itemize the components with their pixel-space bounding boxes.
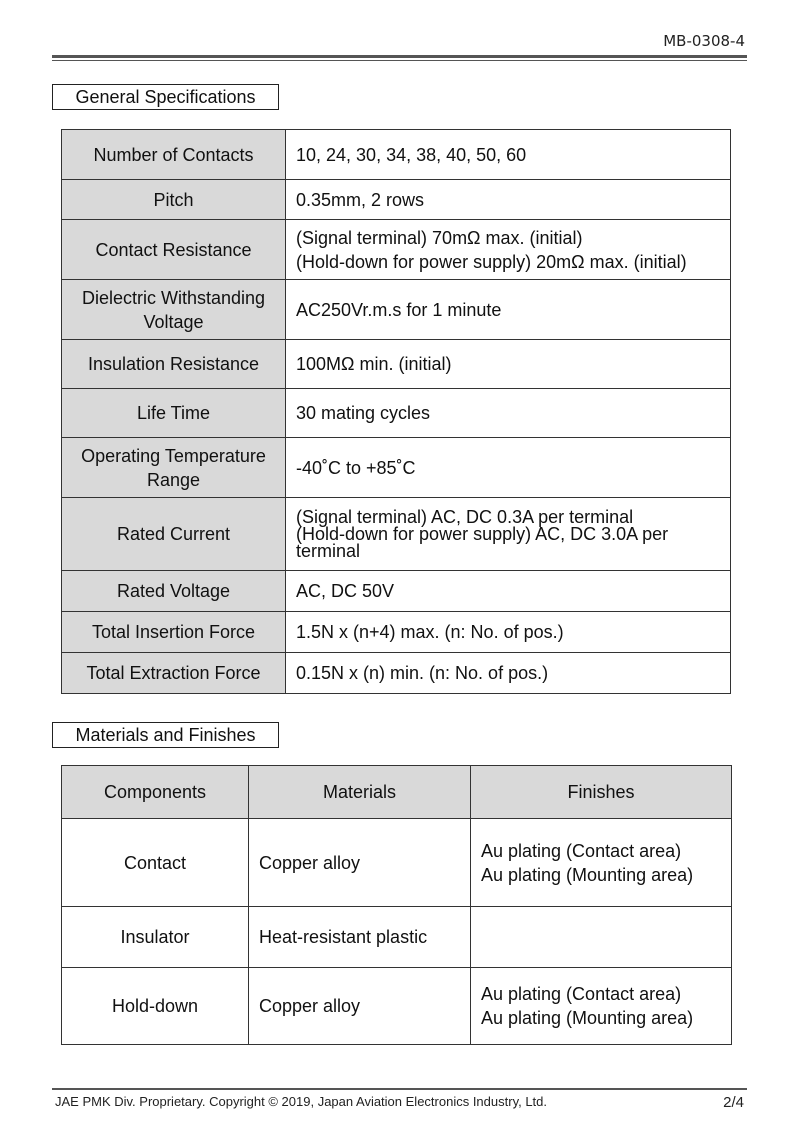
spec-label: Contact Resistance	[62, 220, 286, 280]
copyright-notice: JAE PMK Div. Proprietary. Copyright © 2019, Japan Aviation Electronics Industry, Ltd.	[55, 1094, 548, 1109]
table-row	[62, 180, 731, 220]
materials-and-finishes-title: Materials and Finishes	[52, 722, 279, 748]
general-specifications-title: General Specifications	[52, 84, 279, 110]
spec-value: -40˚C to +85˚C	[286, 438, 731, 498]
table-row	[62, 220, 731, 280]
spec-value: (Signal terminal) 70mΩ max. (initial) (Hold-down for power supply) 20mΩ max. (initial)	[286, 220, 731, 280]
header-rule-thick	[52, 55, 747, 58]
spec-value: 100MΩ min. (initial)	[286, 340, 731, 389]
spec-value: AC250Vr.m.s for 1 minute	[286, 280, 731, 340]
spec-label: Dielectric Withstanding Voltage	[62, 280, 286, 340]
spec-value: AC, DC 50V	[286, 571, 731, 612]
table-row	[62, 571, 731, 612]
spec-label: Rated Voltage	[62, 571, 286, 612]
spec-label: Total Extraction Force	[62, 653, 286, 694]
table-row	[62, 907, 732, 968]
spec-label: Rated Current	[62, 498, 286, 571]
page-number: 2/4	[723, 1094, 744, 1111]
table-row	[62, 438, 731, 498]
component-cell: Insulator	[62, 907, 249, 968]
table-row	[62, 389, 731, 438]
finishes-cell: Au plating (Contact area) Au plating (Mounting area)	[471, 819, 732, 907]
finishes-cell: Au plating (Contact area) Au plating (Mounting area)	[471, 968, 732, 1045]
header-rule-thin	[52, 60, 747, 61]
document-number: MB-0308-4	[663, 32, 745, 50]
spec-value: (Signal terminal) AC, DC 0.3A per terminal (Hold-down for power supply) AC, DC 3.0A per terminal	[286, 498, 731, 571]
table-row	[62, 280, 731, 340]
spec-label: Number of Contacts	[62, 130, 286, 180]
table-row	[62, 653, 731, 694]
spec-value: 0.35mm, 2 rows	[286, 180, 731, 220]
spec-label: Total Insertion Force	[62, 612, 286, 653]
spec-label: Pitch	[62, 180, 286, 220]
table-row	[62, 612, 731, 653]
table-row	[62, 968, 732, 1045]
table-row	[62, 498, 731, 571]
column-header-materials: Materials	[249, 766, 471, 819]
table-row	[62, 130, 731, 180]
column-header-finishes: Finishes	[471, 766, 732, 819]
spec-value: 1.5N x (n+4) max. (n: No. of pos.)	[286, 612, 731, 653]
spec-label: Operating Temperature Range	[62, 438, 286, 498]
table-row	[62, 340, 731, 389]
spec-label: Life Time	[62, 389, 286, 438]
table-row	[62, 819, 732, 907]
spec-value: 10, 24, 30, 34, 38, 40, 50, 60	[286, 130, 731, 180]
finishes-cell	[471, 907, 732, 968]
spec-value: 0.15N x (n) min. (n: No. of pos.)	[286, 653, 731, 694]
footer-rule	[52, 1088, 747, 1090]
component-cell: Contact	[62, 819, 249, 907]
column-header-components: Components	[62, 766, 249, 819]
material-cell: Heat-resistant plastic	[249, 907, 471, 968]
table-header-row	[62, 766, 732, 819]
materials-and-finishes-table	[61, 765, 732, 1045]
component-cell: Hold-down	[62, 968, 249, 1045]
material-cell: Copper alloy	[249, 819, 471, 907]
spec-value: 30 mating cycles	[286, 389, 731, 438]
material-cell: Copper alloy	[249, 968, 471, 1045]
general-specifications-table	[61, 129, 731, 694]
spec-label: Insulation Resistance	[62, 340, 286, 389]
